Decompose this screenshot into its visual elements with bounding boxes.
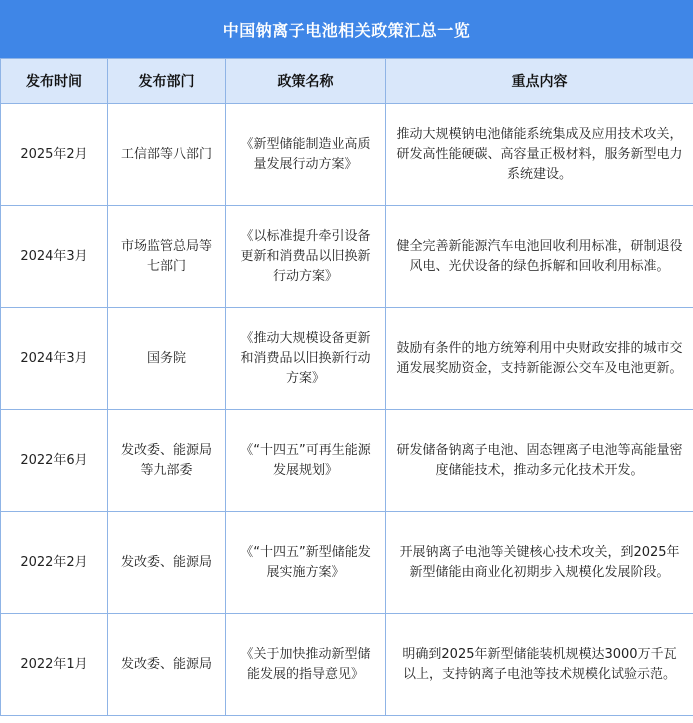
cell-date: 2022年6月 xyxy=(1,410,108,512)
cell-key-content: 开展钠离子电池等关键核心技术攻关，到2025年新型储能由商业化初期步入规模化发展阶段。 xyxy=(386,512,693,614)
header-policy-name: 政策名称 xyxy=(226,59,386,104)
table-row xyxy=(1,614,693,716)
policy-table xyxy=(0,58,693,716)
cell-department: 市场监管总局等七部门 xyxy=(108,206,226,308)
cell-date: 2022年2月 xyxy=(1,512,108,614)
table-title: 中国钠离子电池相关政策汇总一览 xyxy=(0,0,693,58)
cell-key-content: 推动大规模钠电池储能系统集成及应用技术攻关，研发高性能硬碳、高容量正极材料，服务新型电力系统建设。 xyxy=(386,104,693,206)
header-row xyxy=(1,59,693,104)
cell-department: 发改委、能源局等九部委 xyxy=(108,410,226,512)
header-key-content: 重点内容 xyxy=(386,59,693,104)
cell-department: 发改委、能源局 xyxy=(108,614,226,716)
cell-date: 2024年3月 xyxy=(1,308,108,410)
cell-key-content: 健全完善新能源汽车电池回收利用标准，研制退役风电、光伏设备的绿色拆解和回收利用标准。 xyxy=(386,206,693,308)
table-row xyxy=(1,104,693,206)
cell-key-content: 明确到2025年新型储能装机规模达3000万千瓦以上，支持钠离子电池等技术规模化试验示范。 xyxy=(386,614,693,716)
cell-date: 2024年3月 xyxy=(1,206,108,308)
cell-policy-name: 《推动大规模设备更新和消费品以旧换新行动方案》 xyxy=(226,308,386,410)
header-department: 发布部门 xyxy=(108,59,226,104)
cell-department: 工信部等八部门 xyxy=(108,104,226,206)
cell-policy-name: 《“十四五”可再生能源发展规划》 xyxy=(226,410,386,512)
cell-policy-name: 《以标准提升牵引设备更新和消费品以旧换新行动方案》 xyxy=(226,206,386,308)
table-row xyxy=(1,206,693,308)
cell-department: 国务院 xyxy=(108,308,226,410)
cell-key-content: 鼓励有条件的地方统筹利用中央财政安排的城市交通发展奖励资金，支持新能源公交车及电池更新。 xyxy=(386,308,693,410)
cell-date: 2025年2月 xyxy=(1,104,108,206)
cell-department: 发改委、能源局 xyxy=(108,512,226,614)
cell-date: 2022年1月 xyxy=(1,614,108,716)
table-row xyxy=(1,512,693,614)
cell-key-content: 研发储备钠离子电池、固态锂离子电池等高能量密度储能技术，推动多元化技术开发。 xyxy=(386,410,693,512)
cell-policy-name: 《关于加快推动新型储能发展的指导意见》 xyxy=(226,614,386,716)
table-row xyxy=(1,410,693,512)
cell-policy-name: 《“十四五”新型储能发展实施方案》 xyxy=(226,512,386,614)
table-row xyxy=(1,308,693,410)
header-date: 发布时间 xyxy=(1,59,108,104)
cell-policy-name: 《新型储能制造业高质量发展行动方案》 xyxy=(226,104,386,206)
